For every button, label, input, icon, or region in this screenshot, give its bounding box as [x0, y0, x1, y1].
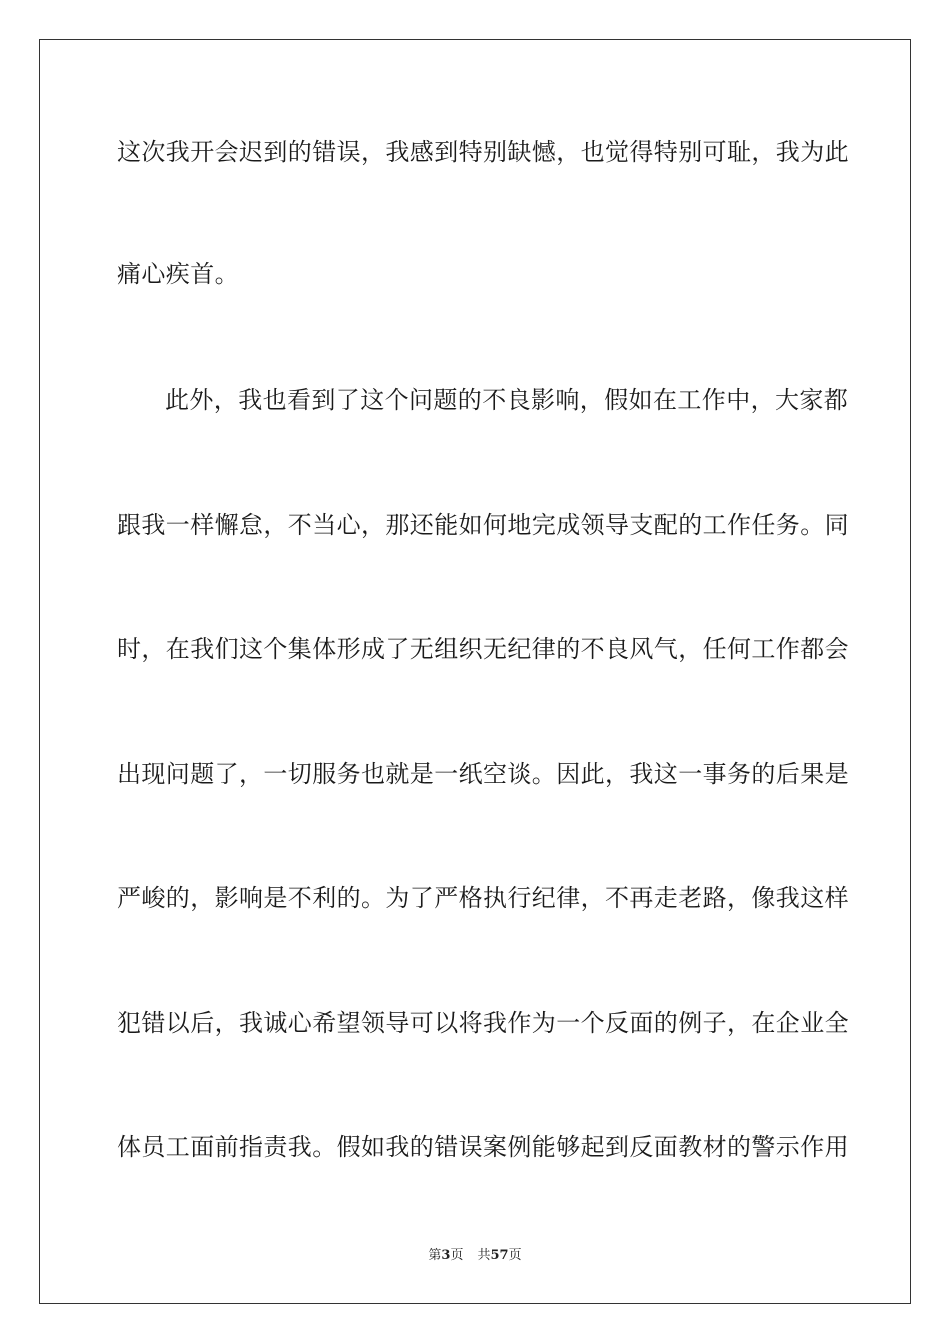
text-line-8: 犯错以后，我诚心希望领导可以将我作为一个反面的例子，在企业全 — [117, 1009, 849, 1037]
text-line-2: 痛心疾首。 — [117, 260, 239, 288]
text-line-9: 体员工面前指责我。假如我的错误案例能够起到反面教材的警示作用 — [117, 1133, 849, 1161]
page-border — [39, 39, 911, 1304]
text-line-5: 时，在我们这个集体形成了无组织无纪律的不良风气，任何工作都会 — [117, 635, 849, 663]
page-prefix: 第 — [428, 1248, 442, 1263]
total-pages: 57 — [490, 1248, 509, 1263]
text-line-3: 此外，我也看到了这个问题的不良影响，假如在工作中，大家都 — [165, 386, 849, 414]
text-line-7: 严峻的，影响是不利的。为了严格执行纪律，不再走老路，像我这样 — [117, 884, 849, 912]
text-line-6: 出现问题了，一切服务也就是一纸空谈。因此，我这一事务的后果是 — [117, 760, 849, 788]
text-line-1: 这次我开会迟到的错误，我感到特别缺憾，也觉得特别可耻，我为此 — [117, 138, 849, 166]
total-suffix: 页 — [508, 1248, 522, 1263]
page-footer — [0, 1247, 950, 1265]
page-suffix: 页 — [450, 1248, 464, 1263]
text-line-4: 跟我一样懈怠，不当心，那还能如何地完成领导支配的工作任务。同 — [117, 511, 849, 539]
page-number: 3 — [441, 1248, 451, 1263]
total-prefix: 共 — [477, 1248, 491, 1263]
